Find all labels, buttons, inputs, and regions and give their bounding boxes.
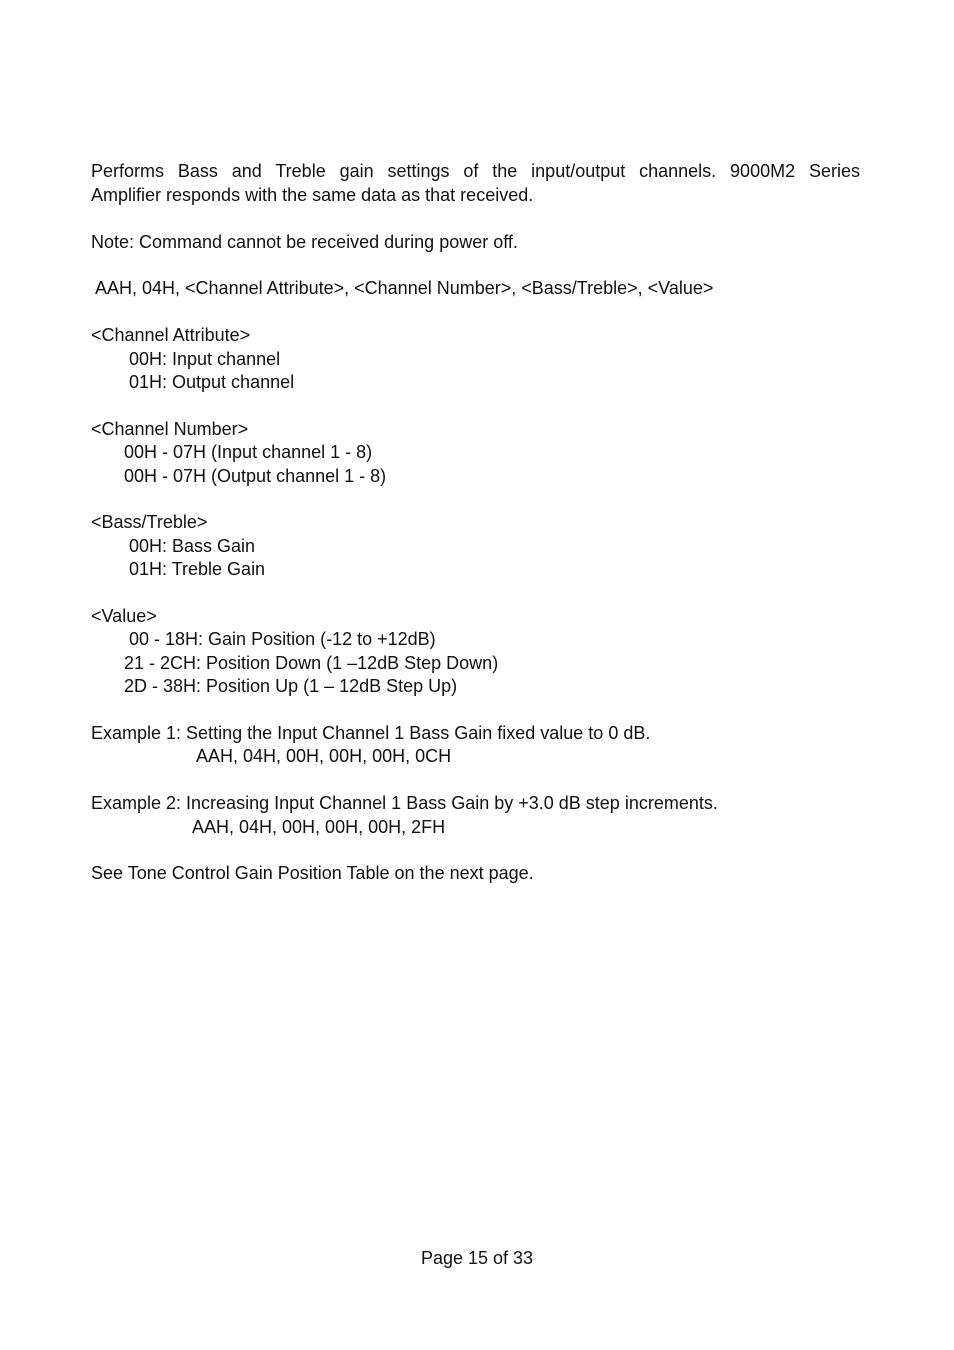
- note-text: Note: Command cannot be received during power off.: [91, 232, 518, 252]
- value-item: 2D - 38H: Position Up (1 – 12dB Step Up): [124, 676, 458, 696]
- example-1-code: AAH, 04H, 00H, 00H, 00H, 0CH: [196, 746, 452, 766]
- command-format: AAH, 04H, <Channel Attribute>, <Channel Number>, <Bass/Treble>, <Value>: [95, 278, 714, 298]
- value-heading: <Value>: [91, 606, 157, 626]
- channel-attribute-item: 01H: Output channel: [129, 372, 295, 392]
- channel-number-item: 00H - 07H (Input channel 1 - 8): [124, 442, 373, 462]
- channel-attribute-item: 00H: Input channel: [129, 349, 281, 369]
- bass-treble-item: 00H: Bass Gain: [129, 536, 256, 556]
- bass-treble-heading: <Bass/Treble>: [91, 512, 208, 532]
- intro-line-1: Performs Bass and Treble gain settings of the input/output channels. 9000M2 Series: [91, 161, 860, 181]
- channel-attribute-heading: <Channel Attribute>: [91, 325, 251, 345]
- example-2-code: AAH, 04H, 00H, 00H, 00H, 2FH: [192, 817, 446, 837]
- channel-number-item: 00H - 07H (Output channel 1 - 8): [124, 466, 387, 486]
- see-also-note: See Tone Control Gain Position Table on the next page.: [91, 863, 534, 883]
- example-1-text: Example 1: Setting the Input Channel 1 Bass Gain fixed value to 0 dB.: [91, 723, 651, 743]
- value-item: 21 - 2CH: Position Down (1 –12dB Step Down): [124, 653, 499, 673]
- example-2-text: Example 2: Increasing Input Channel 1 Bass Gain by +3.0 dB step increments.: [91, 793, 718, 813]
- bass-treble-item: 01H: Treble Gain: [129, 559, 266, 579]
- intro-line-2: Amplifier responds with the same data as that received.: [91, 185, 534, 205]
- value-item: 00 - 18H: Gain Position (-12 to +12dB): [129, 629, 436, 649]
- page-number: Page 15 of 33: [420, 1248, 534, 1268]
- channel-number-heading: <Channel Number>: [91, 419, 249, 439]
